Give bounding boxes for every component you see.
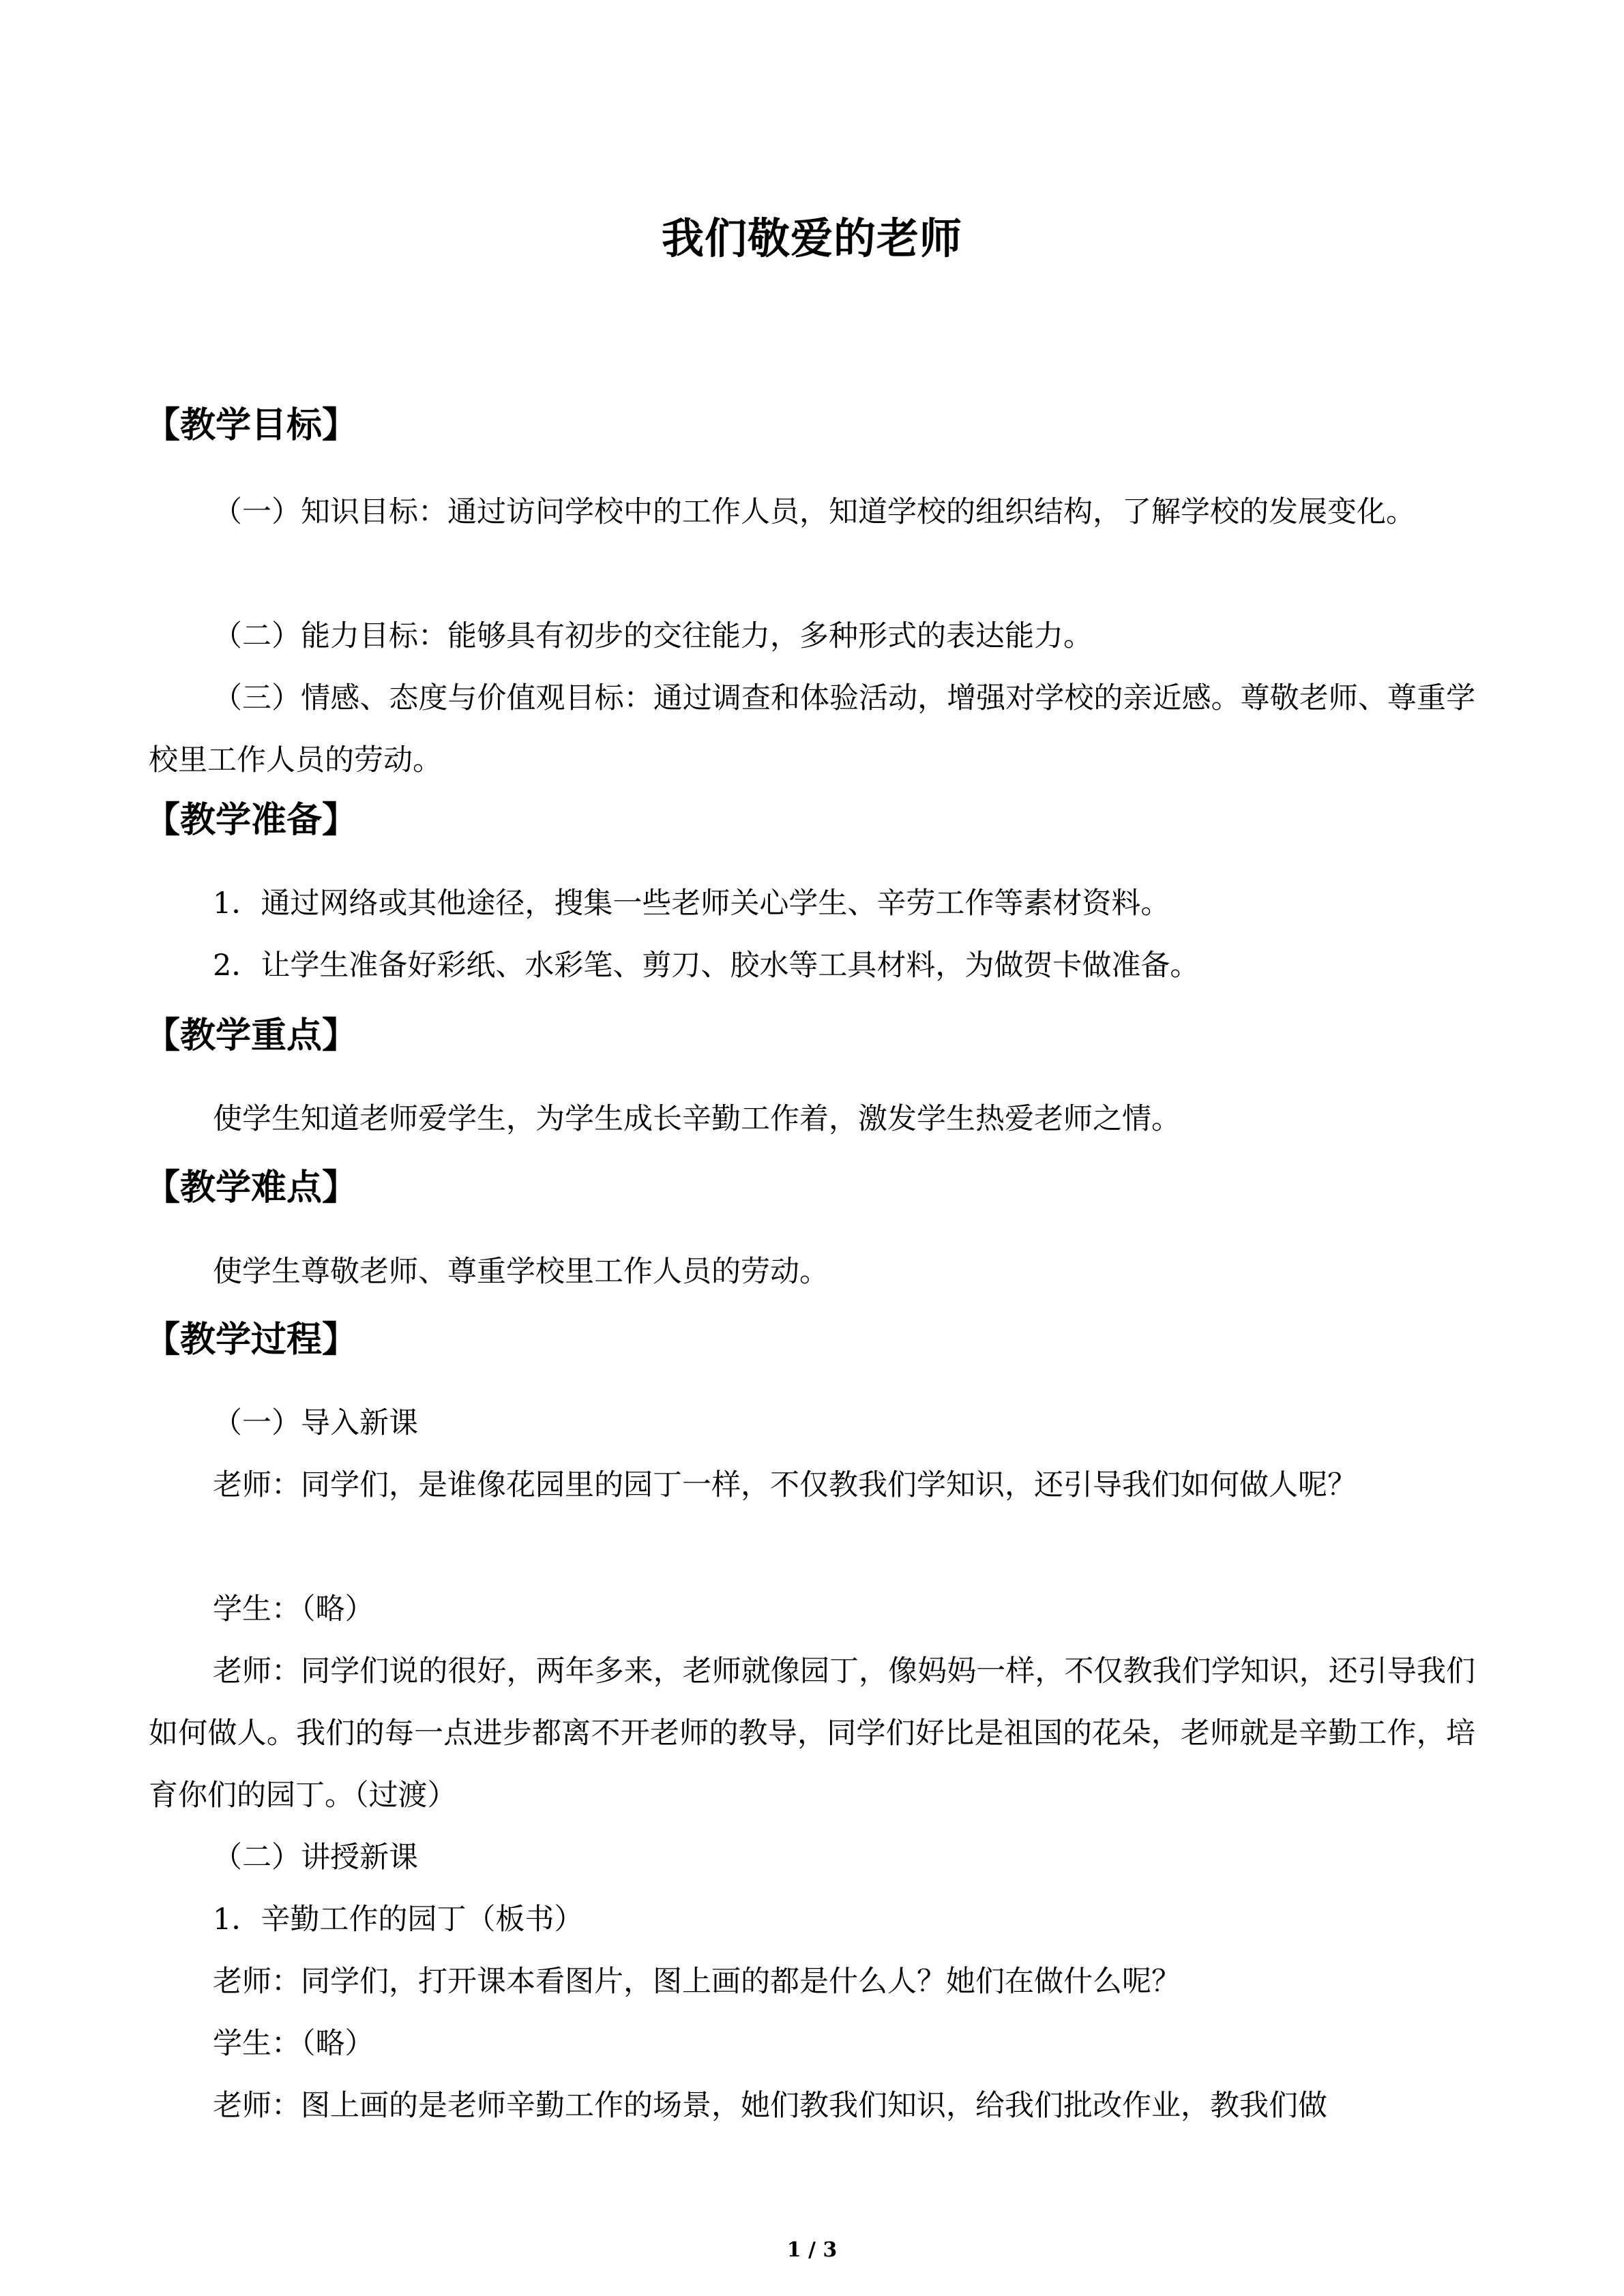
page-title: 我们敬爱的老师 [661,213,962,263]
objectives-paragraph-2: （二）能力目标：能够具有初步的交往能力，多种形式的表达能力。 [213,619,1093,653]
section-heading-objectives: 【教学目标】 [145,404,358,446]
process-paragraph-7: 老师：同学们，打开课本看图片，图上画的都是什么人？她们在做什么呢？ [213,1965,1181,1999]
page-number: 1 / 3 [786,2238,838,2262]
process-paragraph-6: 1．辛勤工作的园丁（板书） [213,1903,584,1937]
process-paragraph-5: （二）讲授新课 [213,1840,418,1875]
section-heading-preparation: 【教学准备】 [145,799,358,841]
section-heading-key-points: 【教学重点】 [145,1015,358,1056]
process-paragraph-4: 老师：同学们说的很好，两年多来，老师就像园丁，像妈妈一样，不仅教我们学知识，还引导我们如何做人。我们的每一点进步都离不开老师的教导，同学们好比是祖国的花朵，老师就是辛勤工作，培育你们的园丁。（过渡） [149,1654,1475,1813]
preparation-item-1: 1．通过网络或其他途径，搜集一些老师关心学生、辛劳工作等素材资料。 [213,886,1170,921]
objectives-paragraph-3: （三）情感、态度与价值观目标：通过调查和体验活动，增强对学校的亲近感。尊敬老师、尊重学校里工作人员的劳动。 [149,681,1475,777]
section-heading-process: 【教学过程】 [145,1319,358,1360]
difficulties-paragraph: 使学生尊敬老师、尊重学校里工作人员的劳动。 [213,1255,829,1289]
objectives-paragraph-1: （一）知识目标：通过访问学校中的工作人员，知道学校的组织结构，了解学校的发展变化。 [213,495,1415,529]
process-paragraph-3: 学生：（略） [213,1592,374,1626]
process-paragraph-1: （一）导入新课 [213,1406,418,1440]
process-paragraph-8: 学生：（略） [213,2027,374,2061]
preparation-item-2: 2．让学生准备好彩纸、水彩笔、剪刀、胶水等工具材料，为做贺卡做准备。 [213,949,1200,983]
process-paragraph-2: 老师：同学们，是谁像花园里的园丁一样，不仅教我们学知识，还引导我们如何做人呢？ [213,1468,1357,1502]
key-points-paragraph: 使学生知道老师爱学生，为学生成长辛勤工作着，激发学生热爱老师之情。 [213,1102,1181,1136]
process-paragraph-9: 老师：图上画的是老师辛勤工作的场景，她们教我们知识，给我们批改作业，教我们做 [213,2089,1327,2123]
section-heading-difficulties: 【教学难点】 [145,1167,358,1208]
